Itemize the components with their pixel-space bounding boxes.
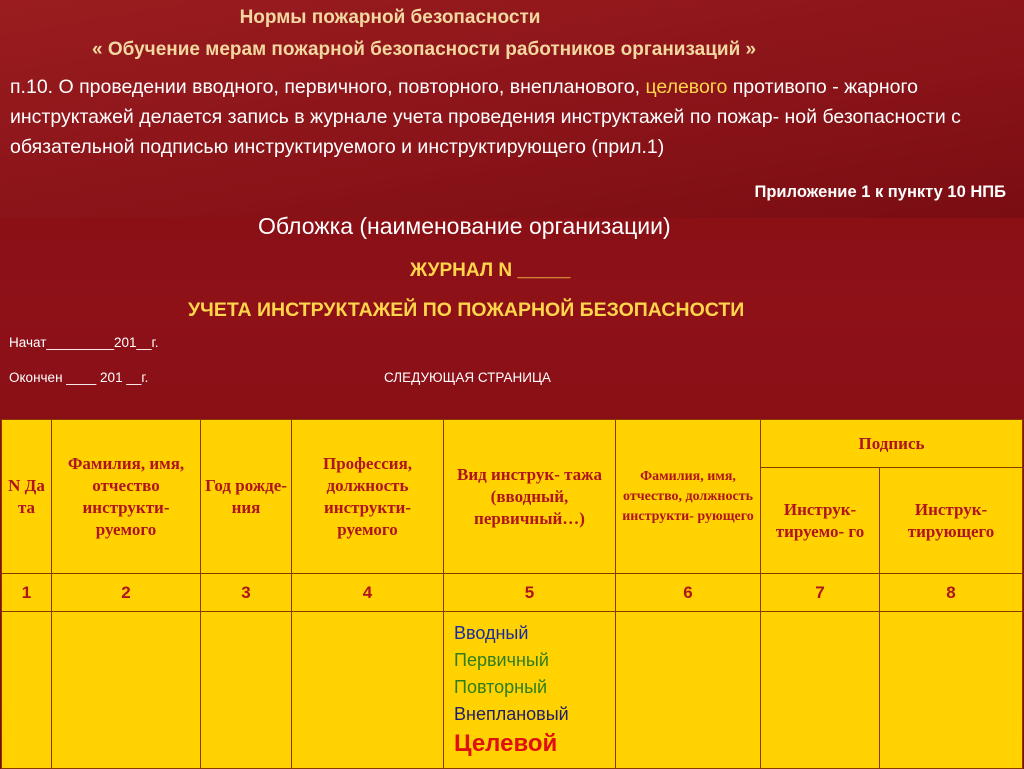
header-trainee-position: Профессия, должность инструкти- руемого	[292, 420, 444, 574]
type-repeated: Повторный	[454, 677, 548, 697]
header-number-date: N Да та	[2, 420, 52, 574]
regulation-paragraph	[10, 72, 1020, 162]
column-number: 4	[292, 574, 444, 612]
table-cell	[616, 612, 761, 769]
type-unscheduled: Внеплановый	[454, 704, 569, 724]
table-cell	[2, 612, 52, 769]
column-number: 8	[880, 574, 1023, 612]
table-cell	[292, 612, 444, 769]
table-cell	[880, 612, 1023, 769]
briefing-types-cell	[444, 612, 616, 769]
table-header-row	[2, 420, 1023, 468]
journal-title: УЧЕТА ИНСТРУКТАЖЕЙ ПО ПОЖАРНОЙ БЕЗОПАСНОСТИ	[188, 299, 745, 321]
column-number: 6	[616, 574, 761, 612]
next-page-label: СЛЕДУЮЩАЯ СТРАНИЦА	[384, 370, 551, 385]
paragraph-text-1: п.10. О проведении вводного, первичного, повторного, внепланового,	[10, 76, 646, 98]
started-line: Начат_________201__г.	[9, 335, 159, 350]
column-number: 3	[201, 574, 292, 612]
header-trainee-name: Фамилия, имя, отчество инструкти- руемого	[52, 420, 201, 574]
header-signature: Подпись	[761, 420, 1023, 468]
appendix-label: Приложение 1 к пункту 10 НПБ	[754, 183, 1006, 201]
table-cell	[761, 612, 880, 769]
header-birth-year: Год рожде- ния	[201, 420, 292, 574]
header-instructor-name: Фамилия, имя, отчество, должность инструкти- рующего	[616, 420, 761, 574]
paragraph-highlight: целевого	[645, 76, 728, 98]
header-briefing-type: Вид инструк- тажа (вводный, первичный…)	[444, 420, 616, 574]
column-number: 7	[761, 574, 880, 612]
header-instructor-signature: Инструк- тирующего	[880, 468, 1023, 574]
table-row	[2, 612, 1023, 769]
column-number: 5	[444, 574, 616, 612]
page-title: Нормы пожарной безопасности	[239, 7, 541, 28]
journal-table	[1, 419, 1023, 769]
type-introductory: Вводный	[454, 623, 529, 643]
header-trainee-signature: Инструк- тируемо- го	[761, 468, 880, 574]
type-targeted: Целевой	[454, 730, 558, 757]
page-subtitle: « Обучение мерам пожарной безопасности работников организаций »	[92, 39, 757, 60]
column-number: 2	[52, 574, 201, 612]
cover-caption: Обложка (наименование организации)	[258, 213, 671, 239]
ended-line: Окончен ____ 201 __г.	[9, 370, 149, 385]
type-primary: Первичный	[454, 650, 549, 670]
table-cell	[201, 612, 292, 769]
column-number-row	[2, 574, 1023, 612]
column-number: 1	[2, 574, 52, 612]
journal-number: ЖУРНАЛ N _____	[410, 260, 571, 281]
table-cell	[52, 612, 201, 769]
paragraph-text-2: противопо - жарного инструктажей делается запись в журнале учета проведения инструктажей по пожар- ной безопасности с обязательной подписью инструктируемого и инструктирующего (прил.1)	[10, 76, 961, 158]
